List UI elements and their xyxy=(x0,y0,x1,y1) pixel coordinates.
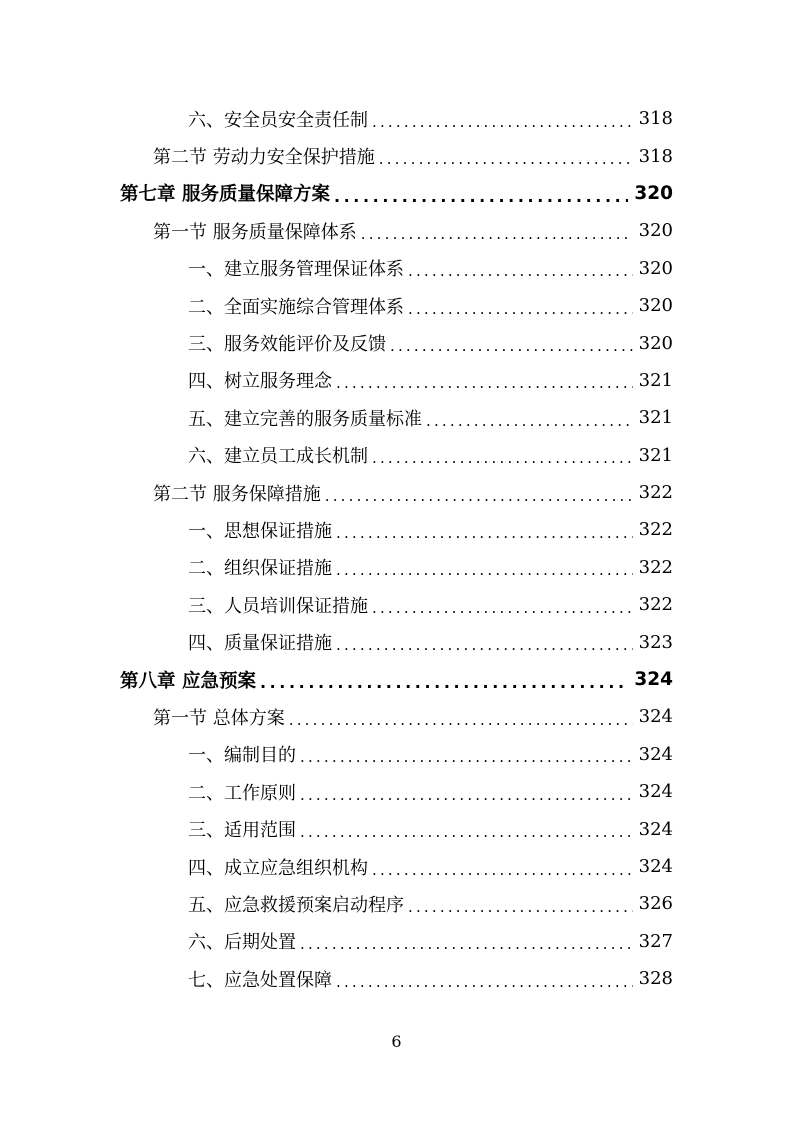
toc-entry-title: 七、应急处置保障 xyxy=(188,969,332,991)
toc-entry-title: 第七章 服务质量保障方案 xyxy=(120,184,330,206)
toc-leader-dots xyxy=(300,935,633,953)
toc-entry-page: 320 xyxy=(638,257,673,279)
toc-entry-page: 322 xyxy=(638,556,673,578)
toc-entry[interactable] xyxy=(0,324,793,361)
toc-entry-page: 322 xyxy=(638,482,673,504)
toc-leader-dots xyxy=(379,150,633,168)
toc-leader-dots xyxy=(372,599,633,617)
toc-leader-dots xyxy=(372,861,633,879)
toc-leader-dots xyxy=(325,487,633,505)
toc-leader-dots xyxy=(336,973,633,991)
toc-entry-title: 二、全面实施综合管理体系 xyxy=(188,296,404,318)
toc-leader-dots xyxy=(300,748,633,766)
toc-entry-page: 324 xyxy=(638,743,673,765)
toc-entry-title: 六、建立员工成长机制 xyxy=(188,446,368,468)
toc-entry-title: 六、安全员安全责任制 xyxy=(188,109,368,131)
toc-entry-page: 322 xyxy=(638,519,673,541)
toc-entry-title: 五、应急救援预案启动程序 xyxy=(188,894,404,916)
toc-leader-dots xyxy=(336,636,633,654)
toc-entry[interactable] xyxy=(0,549,793,586)
toc-leader-dots xyxy=(260,673,628,692)
toc-entry[interactable] xyxy=(0,885,793,922)
toc-entry[interactable] xyxy=(0,623,793,660)
toc-leader-dots xyxy=(361,225,633,243)
toc-entry-page: 321 xyxy=(638,407,673,429)
toc-leader-dots xyxy=(336,561,633,579)
toc-entry-page: 328 xyxy=(638,968,673,990)
toc-entry-title: 第二节 服务保障措施 xyxy=(153,483,321,505)
toc-entry-page: 327 xyxy=(638,930,673,952)
toc-entry-page: 324 xyxy=(634,669,673,691)
toc-leader-dots xyxy=(372,113,633,131)
toc-entry[interactable] xyxy=(0,212,793,249)
toc-leader-dots xyxy=(426,412,633,430)
toc-entry-page: 326 xyxy=(638,893,673,915)
toc-leader-dots xyxy=(372,449,633,467)
toc-entry-title: 三、适用范围 xyxy=(188,820,296,842)
toc-entry-page: 324 xyxy=(638,856,673,877)
toc-entry[interactable] xyxy=(0,137,793,174)
toc-entry-page: 318 xyxy=(638,108,673,130)
toc-entry[interactable] xyxy=(0,474,793,511)
toc-entry-page: 324 xyxy=(638,706,673,728)
toc-entry-page: 321 xyxy=(638,444,673,466)
toc-entry[interactable] xyxy=(0,698,793,735)
toc-entry[interactable] xyxy=(0,923,793,960)
table-of-contents xyxy=(0,100,793,997)
toc-entry-title: 二、组织保证措施 xyxy=(188,558,332,580)
toc-entry[interactable] xyxy=(0,960,793,997)
toc-entry[interactable] xyxy=(0,773,793,810)
toc-leader-dots xyxy=(289,711,633,729)
toc-entry-page: 318 xyxy=(638,145,673,167)
toc-entry-page: 320 xyxy=(638,220,673,242)
toc-entry-page: 321 xyxy=(638,369,673,391)
toc-entry-title: 第二节 劳动力安全保护措施 xyxy=(153,147,375,169)
toc-entry-title: 二、工作原则 xyxy=(188,782,296,804)
toc-entry-title: 三、人员培训保证措施 xyxy=(188,595,368,617)
toc-chapter-entry[interactable] xyxy=(0,661,793,698)
toc-entry-title: 四、质量保证措施 xyxy=(188,633,332,655)
toc-entry[interactable] xyxy=(0,287,793,324)
toc-entry-title: 四、树立服务理念 xyxy=(188,371,332,393)
toc-entry-page: 320 xyxy=(638,295,673,317)
toc-leader-dots xyxy=(300,786,633,804)
toc-entry-page: 320 xyxy=(634,182,673,204)
toc-entry-title: 一、编制目的 xyxy=(188,745,296,767)
toc-entry-title: 一、建立服务管理保证体系 xyxy=(188,259,404,281)
toc-leader-dots xyxy=(408,262,633,280)
toc-entry[interactable] xyxy=(0,250,793,287)
toc-entry[interactable] xyxy=(0,437,793,474)
toc-entry[interactable] xyxy=(0,399,793,436)
toc-entry-page: 320 xyxy=(638,332,673,354)
toc-entry-title: 第一节 总体方案 xyxy=(153,707,285,729)
toc-leader-dots xyxy=(408,898,633,916)
toc-entry[interactable] xyxy=(0,810,793,847)
toc-leader-dots xyxy=(336,524,633,542)
toc-entry[interactable] xyxy=(0,586,793,623)
toc-entry[interactable] xyxy=(0,511,793,548)
toc-leader-dots xyxy=(408,300,633,318)
toc-entry[interactable] xyxy=(0,848,793,885)
toc-entry-title: 四、成立应急组织机构 xyxy=(188,857,368,879)
toc-leader-dots xyxy=(334,187,628,206)
toc-entry-page: 324 xyxy=(638,781,673,803)
toc-entry-title: 三、服务效能评价及反馈 xyxy=(188,334,386,356)
page-number: 6 xyxy=(391,1032,402,1051)
toc-entry-title: 第一节 服务质量保障体系 xyxy=(153,221,357,243)
toc-entry-title: 五、建立完善的服务质量标准 xyxy=(188,408,422,430)
toc-entry[interactable] xyxy=(0,362,793,399)
toc-entry-title: 六、后期处置 xyxy=(188,932,296,954)
toc-chapter-entry[interactable] xyxy=(0,175,793,212)
toc-entry[interactable] xyxy=(0,736,793,773)
toc-leader-dots xyxy=(336,374,633,392)
toc-entry[interactable] xyxy=(0,100,793,137)
toc-entry-title: 一、思想保证措施 xyxy=(188,520,332,542)
toc-leader-dots xyxy=(300,823,633,841)
toc-entry-page: 322 xyxy=(638,594,673,616)
toc-leader-dots xyxy=(390,337,633,355)
toc-entry-page: 324 xyxy=(638,818,673,840)
toc-entry-page: 323 xyxy=(638,631,673,653)
toc-entry-title: 第八章 应急预案 xyxy=(120,670,256,692)
